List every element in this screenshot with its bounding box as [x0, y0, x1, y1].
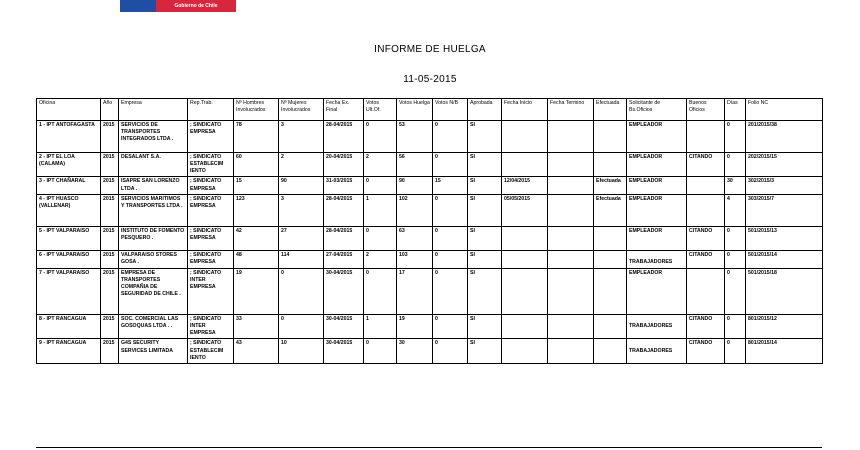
table-cell: 6 - IPT VALPARAISO — [37, 251, 101, 268]
table-cell: 0 — [433, 121, 468, 153]
column-header: Aprobada — [468, 99, 502, 121]
table-cell — [502, 314, 548, 339]
page-cut-edge — [36, 447, 822, 448]
table-cell: 19 — [234, 268, 279, 314]
table-cell: SI — [468, 121, 502, 153]
column-header: Votos N/B — [433, 99, 468, 121]
table-header-row — [37, 99, 823, 121]
table-cell — [548, 152, 594, 177]
table-cell: SI — [468, 152, 502, 177]
table-cell: SI — [468, 194, 502, 226]
table-cell: 15 — [234, 177, 279, 194]
column-header: Buenos Oficios — [687, 99, 725, 121]
table-cell — [548, 251, 594, 268]
table-cell: ; SINDICATO ESTABLECIM IENTO — [188, 152, 234, 177]
table-cell: 801/2015/14 — [746, 339, 823, 364]
column-header: Año — [101, 99, 119, 121]
table-cell: 10 — [279, 339, 324, 364]
table-cell — [594, 268, 627, 314]
table-cell: 303/2015/7 — [746, 194, 823, 226]
column-header: Fecha Termino — [548, 99, 594, 121]
column-header: Efectuada — [594, 99, 627, 121]
table-cell: 2 — [364, 251, 397, 268]
table-cell: 43 — [234, 339, 279, 364]
table-cell: 3 — [279, 194, 324, 226]
table-row — [37, 152, 823, 177]
table-cell: 0 — [279, 268, 324, 314]
table-row — [37, 251, 823, 268]
table-cell: 2015 — [101, 268, 119, 314]
table-cell: EMPLEADOR — [627, 177, 687, 194]
table-cell — [548, 268, 594, 314]
table-cell: 90 — [279, 177, 324, 194]
table-cell: 0 — [433, 152, 468, 177]
table-cell: DESALANT S.A. — [119, 152, 188, 177]
table-cell: ; SINDICATO EMPRESA — [188, 121, 234, 153]
table-cell: 0 — [433, 226, 468, 251]
table-cell: 48 — [234, 251, 279, 268]
table-cell: EMPLEADOR — [627, 268, 687, 314]
table-cell — [594, 121, 627, 153]
table-cell: 12/04/2015 — [502, 177, 548, 194]
table-cell: EMPRESA DE TRANSPORTES COMPAÑIA DE SEGURIDAD DE CHILE . — [119, 268, 188, 314]
table-cell: 0 — [433, 194, 468, 226]
table-cell: 0 — [725, 226, 746, 251]
table-cell: 27 — [279, 226, 324, 251]
table-cell: SI — [468, 251, 502, 268]
table-cell: 1 — [364, 314, 397, 339]
table-cell: 20-04/2015 — [324, 152, 364, 177]
table-cell: CITANDO — [687, 339, 725, 364]
table-cell — [548, 121, 594, 153]
table-cell: CITANDO — [687, 226, 725, 251]
table-row — [37, 194, 823, 226]
table-cell: 0 — [725, 339, 746, 364]
table-cell: ; SINDICATO INTER EMPRESA — [188, 268, 234, 314]
table-cell: EMPLEADOR — [627, 194, 687, 226]
table-cell: 28-04/2015 — [324, 226, 364, 251]
table-cell: 2015 — [101, 339, 119, 364]
table-cell: 30 — [725, 177, 746, 194]
table-cell: 31-03/2015 — [324, 177, 364, 194]
table-cell: 4 - IPT HUASCO (VALLENAR) — [37, 194, 101, 226]
table-cell: 0 — [433, 314, 468, 339]
table-cell: CITANDO — [687, 314, 725, 339]
table-row — [37, 268, 823, 314]
table-cell: SI — [468, 339, 502, 364]
column-header: Fecha Inicio — [502, 99, 548, 121]
table-cell: 8 - IPT RANCAGUA — [37, 314, 101, 339]
table-cell: EMPLEADOR — [627, 152, 687, 177]
table-cell: 2015 — [101, 121, 119, 153]
table-cell: 7 - IPT VALPARAISO — [37, 268, 101, 314]
table-cell — [687, 177, 725, 194]
table-row — [37, 177, 823, 194]
table-cell: 123 — [234, 194, 279, 226]
table-cell: 53 — [397, 121, 433, 153]
table-cell: 0 — [433, 339, 468, 364]
table-cell — [687, 121, 725, 153]
table-cell: 78 — [234, 121, 279, 153]
table-cell: 17 — [397, 268, 433, 314]
table-cell: 2 — [364, 152, 397, 177]
table-cell: 501/2015/18 — [746, 268, 823, 314]
column-header: Rep.Trab. — [188, 99, 234, 121]
table-cell: 103 — [397, 251, 433, 268]
table-cell: 2015 — [101, 226, 119, 251]
table-cell: Efectuada — [594, 194, 627, 226]
table-cell: 27-04/2015 — [324, 251, 364, 268]
table-cell: 2 - IPT EL LOA (CALAMA) — [37, 152, 101, 177]
table-cell: 2015 — [101, 194, 119, 226]
table-cell — [502, 226, 548, 251]
table-row — [37, 339, 823, 364]
table-cell: 3 - IPT CHAÑARAL — [37, 177, 101, 194]
table-cell: 0 — [725, 314, 746, 339]
table-cell — [548, 226, 594, 251]
table-cell: 19 — [397, 314, 433, 339]
table-cell: 2015 — [101, 152, 119, 177]
table-cell: 63 — [397, 226, 433, 251]
table-cell: 501/2015/13 — [746, 226, 823, 251]
table-cell: 1 - IPT ANTOFAGASTA — [37, 121, 101, 153]
table-cell: 0 — [725, 152, 746, 177]
table-cell: 60 — [234, 152, 279, 177]
table-cell: SERVICIOS MARITIMOS Y TRANSPORTES LTDA . — [119, 194, 188, 226]
column-header: Empresa — [119, 99, 188, 121]
table-cell: G4S SECURITY SERVICES LIMITADA — [119, 339, 188, 364]
table-cell: VALPARAISO STORES GOSA . — [119, 251, 188, 268]
table-cell: 202/2015/15 — [746, 152, 823, 177]
table-body — [37, 121, 823, 364]
table-cell: SI — [468, 268, 502, 314]
table-cell: 302/2015/3 — [746, 177, 823, 194]
table-cell: 0 — [364, 226, 397, 251]
table-cell: CITANDO — [687, 152, 725, 177]
table-cell — [502, 268, 548, 314]
table-cell: ; SINDICATO EMPRESA — [188, 194, 234, 226]
table-cell: 801/2015/12 — [746, 314, 823, 339]
table-cell: SERVICIOS DE TRANSPORTES INTEGRADOS LTDA . — [119, 121, 188, 153]
table-cell — [548, 177, 594, 194]
table-cell: ; SINDICATO INTER EMPRESA — [188, 314, 234, 339]
table-cell: SOC. COMERCIAL LAS GOSOQUAS LTDA . . — [119, 314, 188, 339]
table-cell: 90 — [397, 177, 433, 194]
table-cell: 1 — [364, 194, 397, 226]
table-cell: 102 — [397, 194, 433, 226]
column-header: Días — [725, 99, 746, 121]
table-cell — [594, 226, 627, 251]
table-cell: 3 — [279, 121, 324, 153]
column-header: Fecha Ex. Final — [324, 99, 364, 121]
table-cell: 114 — [279, 251, 324, 268]
table-cell: 5 - IPT VALPARAISO — [37, 226, 101, 251]
column-header: Votos Ult.Of. — [364, 99, 397, 121]
table-cell: 30 — [397, 339, 433, 364]
column-header: Nº Hombres Involucrados — [234, 99, 279, 121]
table-row — [37, 314, 823, 339]
table-cell: ; SINDICATO ESTABLECIM IENTO — [188, 339, 234, 364]
table-cell: 0 — [725, 251, 746, 268]
gobierno-logo — [120, 0, 236, 12]
table-cell: 0 — [364, 121, 397, 153]
table-cell: SI — [468, 177, 502, 194]
table-cell: 0 — [433, 268, 468, 314]
table-cell: 501/2015/14 — [746, 251, 823, 268]
table-row — [37, 121, 823, 153]
table-cell: ; SINDICATO EMPRESA — [188, 251, 234, 268]
table-cell — [548, 194, 594, 226]
table-cell: 9 - IPT RANCAGUA — [37, 339, 101, 364]
table-cell: 56 — [397, 152, 433, 177]
table-cell — [548, 339, 594, 364]
table-cell: ISAPRE SAN LORENZO LTDA . — [119, 177, 188, 194]
table-cell: 28-04/2015 — [324, 121, 364, 153]
table-cell: SI — [468, 226, 502, 251]
table-cell: 2015 — [101, 177, 119, 194]
table-cell — [594, 251, 627, 268]
report-title: INFORME DE HUELGA — [374, 44, 486, 55]
table-cell: 0 — [364, 268, 397, 314]
table-cell: 30-04/2015 — [324, 314, 364, 339]
table-cell: 05/05/2015 — [502, 194, 548, 226]
table-cell — [594, 152, 627, 177]
table-cell: 42 — [234, 226, 279, 251]
table-cell: 28-04/2015 — [324, 194, 364, 226]
table-cell: 30-04/2015 — [324, 339, 364, 364]
table-cell: 0 — [364, 177, 397, 194]
table-cell: 2015 — [101, 251, 119, 268]
table-cell: 0 — [725, 121, 746, 153]
table-cell: CITANDO — [687, 251, 725, 268]
table-cell: 2 — [279, 152, 324, 177]
table-cell: TRABAJADORES — [627, 314, 687, 339]
table-cell — [594, 314, 627, 339]
column-header: Votos Huelga — [397, 99, 433, 121]
strike-report-table — [36, 98, 823, 364]
table-cell: 4 — [725, 194, 746, 226]
table-cell: 0 — [725, 268, 746, 314]
table-cell: 201/2015/38 — [746, 121, 823, 153]
table-cell — [687, 268, 725, 314]
column-header: Folio NC — [746, 99, 823, 121]
table-cell: 15 — [433, 177, 468, 194]
report-date: 11-05-2015 — [403, 74, 457, 85]
table-cell — [502, 339, 548, 364]
table-cell: TRABAJADORES — [627, 339, 687, 364]
table-cell: Efectuada — [594, 177, 627, 194]
table-cell: TRABAJADORES — [627, 251, 687, 268]
table-cell: 30-04/2015 — [324, 268, 364, 314]
logo-blue-block — [120, 0, 156, 12]
table-cell: 0 — [364, 339, 397, 364]
table-cell: 0 — [279, 314, 324, 339]
table-cell — [502, 251, 548, 268]
table-cell — [687, 194, 725, 226]
column-header: Oficina — [37, 99, 101, 121]
table-cell: SI — [468, 314, 502, 339]
table-cell: EMPLEADOR — [627, 121, 687, 153]
table-row — [37, 226, 823, 251]
table-cell: 0 — [433, 251, 468, 268]
table-cell: 2015 — [101, 314, 119, 339]
table-cell: EMPLEADOR — [627, 226, 687, 251]
table-cell: INSTITUTO DE FOMENTO PESQUERO . — [119, 226, 188, 251]
table-cell — [594, 339, 627, 364]
table-cell: ; SINDICATO EMPRESA — [188, 226, 234, 251]
table-cell — [502, 121, 548, 153]
table-cell: 33 — [234, 314, 279, 339]
logo-label: Gobierno de Chile — [174, 3, 218, 9]
table-cell — [502, 152, 548, 177]
column-header: Nº Mujeres Involucrados — [279, 99, 324, 121]
table-cell: ; SINDICATO EMPRESA — [188, 177, 234, 194]
column-header: Solicitante de Bs.Oficios — [627, 99, 687, 121]
table-cell — [548, 314, 594, 339]
